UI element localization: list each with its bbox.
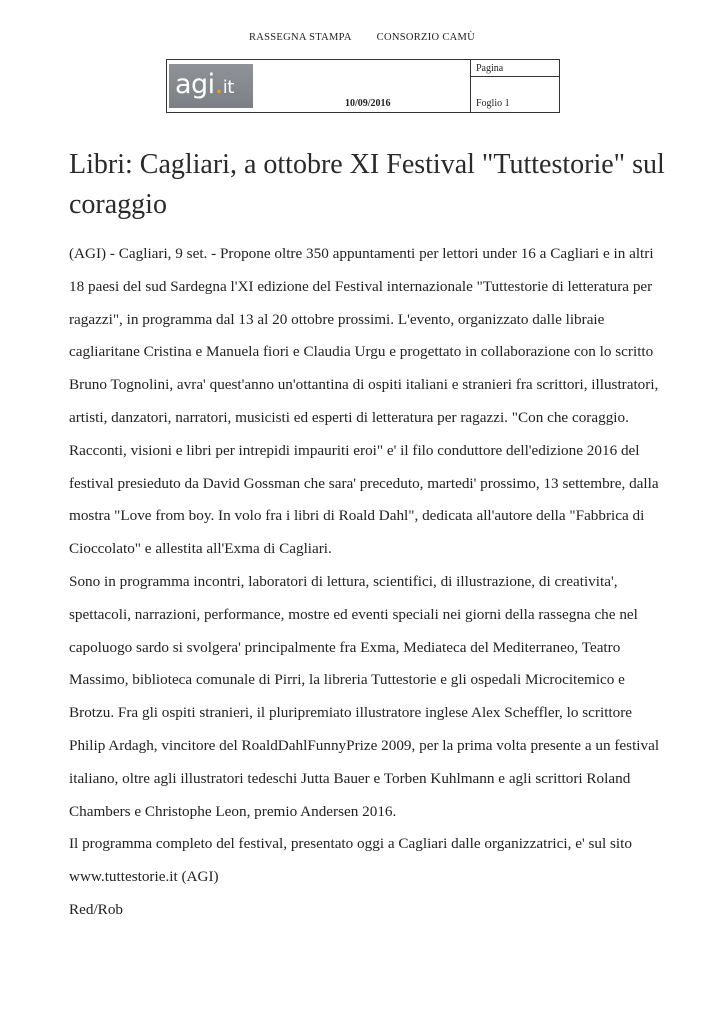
publication-date: 10/09/2016 <box>345 98 391 109</box>
logo-suffix: it <box>222 77 234 98</box>
article-title: Libri: Cagliari, a ottobre XI Festival "Tuttestorie" sul coraggio <box>69 149 665 220</box>
article-paragraph: (AGI) - Cagliari, 9 set. - Propone oltre 350 appuntamenti per lettori under 16 a Cagliari e in altri 18 paesi del sud Sardegna l'XI edizione del Festival internazionale "Tuttestorie di letteratura per ragazzi", in programma dal 13 al 20 ottobre prossimi. L'evento, organizzato dalle libraie cagliaritane Cristina e Manuela fiori e Claudia Urgu e progettato in collaborazione con lo scritto Bruno Tognolini, avra' quest'anno un'ottantina di ospiti italiani e stranieri fra scrittori, illustratori, artisti, danzatori, narratori, musicisti ed esperti di letteratura per ragazzi. "Con che coraggio. Racconti, visioni e libri per intrepidi impauriti eroi" e' il filo conduttore dell'edizione 2016 del festival presieduto da David Gossman che sara' preceduto, martedi' prossimo, 13 settembre, dalla mostra "Love from boy. In volo fra i libri di Roald Dahl", dedicata all'autore della "Fabbrica di Cioccolato" e allestita all'Exma di Cagliari. <box>69 245 659 558</box>
header-consorzio: CONSORZIO CAMÙ <box>376 32 476 43</box>
header-rassegna-stampa: RASSEGNA STAMPA <box>248 32 352 43</box>
foglio-label: Foglio 1 <box>476 98 510 109</box>
agi-logo <box>169 64 253 108</box>
press-review-header <box>0 32 724 43</box>
logo-main: agi <box>175 69 215 100</box>
pagina-label: Pagina <box>476 63 504 74</box>
source-info-box <box>166 59 560 113</box>
article-paragraph: Il programma completo del festival, presentato oggi a Cagliari dalle organizzatrici, e' sul sito www.tuttestorie.it (AGI) <box>69 835 632 886</box>
article-paragraph: Sono in programma incontri, laboratori di lettura, scientifici, di illustrazione, di creativita', spettacoli, narrazioni, performance, mostre ed eventi speciali nei giorni della rassegna che nel capoluogo sardo si svolgera' principalmente fra Exma, Mediateca del Mediterraneo, Teatro Massimo, biblioteca comunale di Pirri, la libreria Tuttestorie e gli ospedali Microcitemico e Brotzu. Fra gli ospiti stranieri, il pluripremiato illustratore inglese Alex Scheffler, lo scrittore Philip Ardagh, vincitore del RoaldDahlFunnyPrize 2009, per la prima volta presente a un festival italiano, oltre agli illustratori tedeschi Jutta Bauer e Torben Kuhlmann e agli scrittori Roland Chambers e Christophe Leon, premio Andersen 2016. <box>69 572 660 820</box>
agi-logo-text <box>175 68 234 105</box>
table-vertical-divider <box>470 60 471 112</box>
article-signature: Red/Rob <box>69 900 124 918</box>
logo-dot: . <box>214 69 223 100</box>
table-horizontal-divider <box>470 76 559 77</box>
article-body <box>69 238 669 927</box>
